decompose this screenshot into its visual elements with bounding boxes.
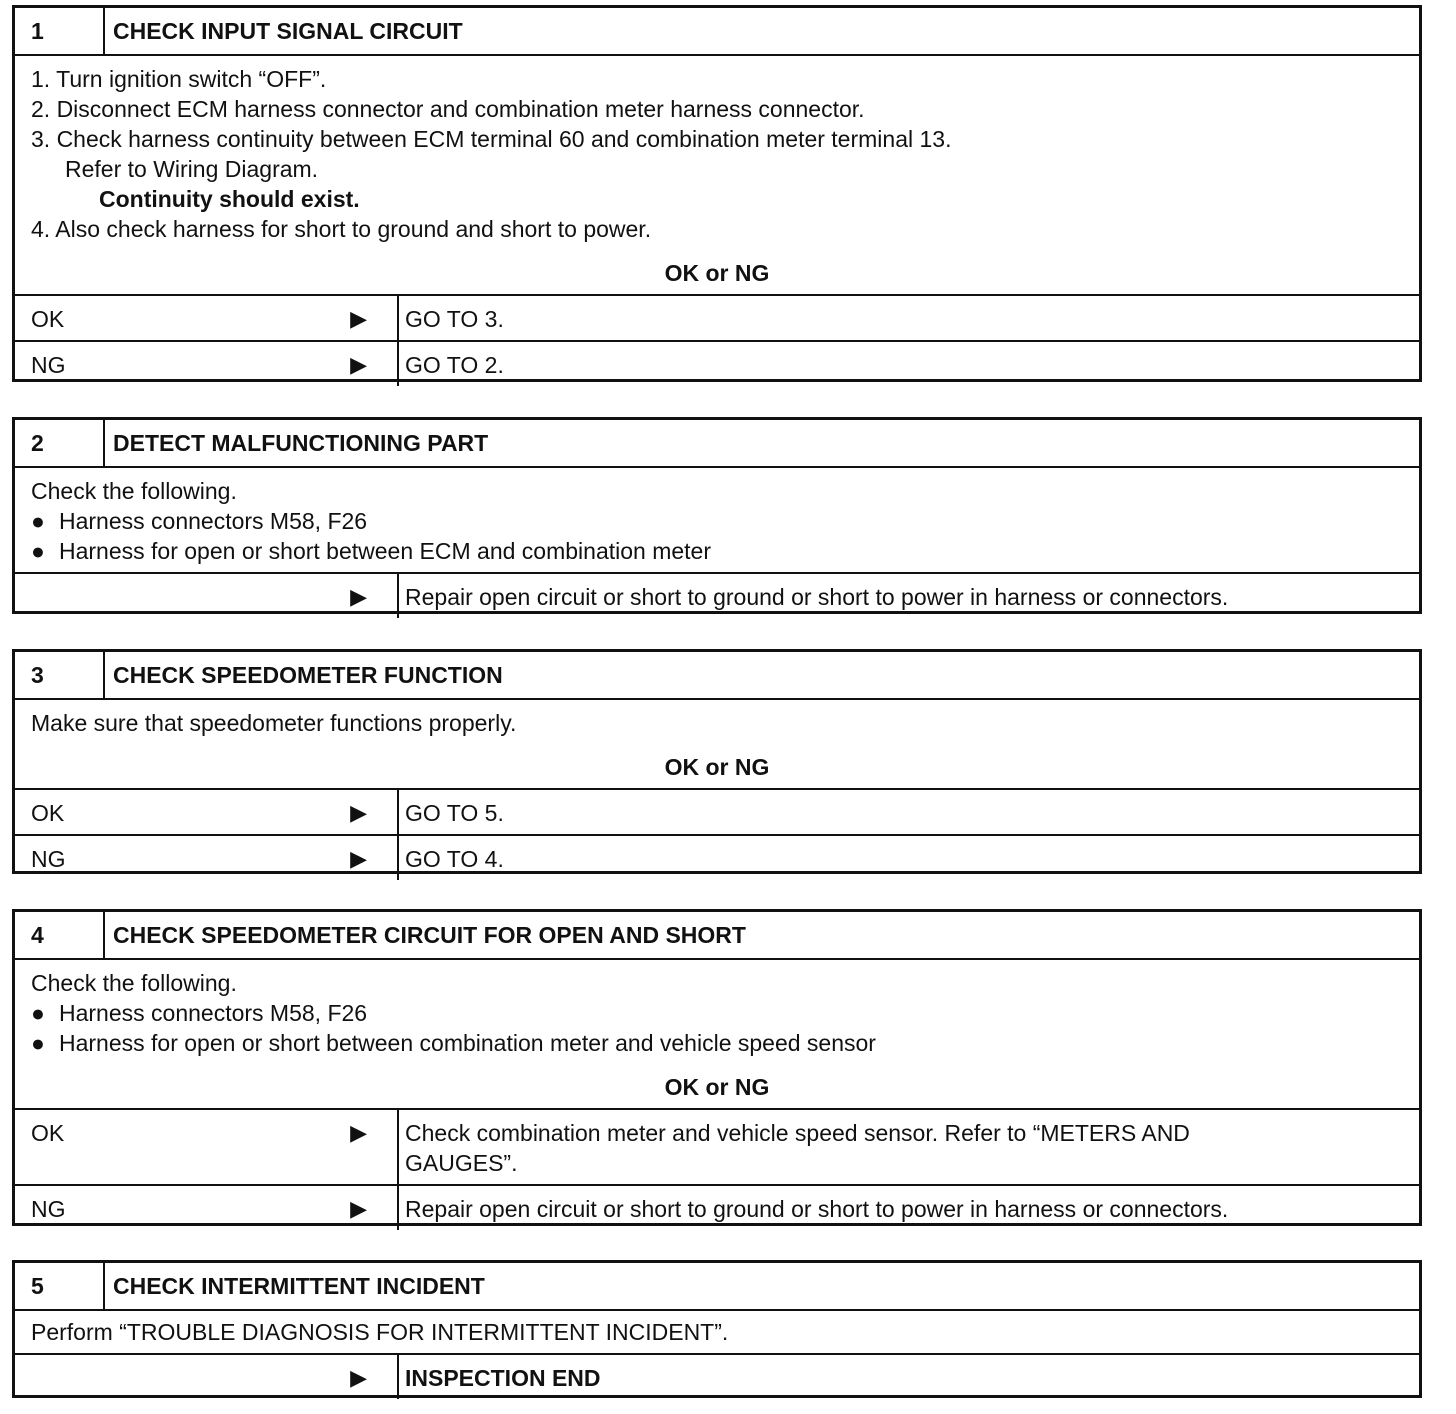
result-label-cell	[15, 342, 399, 386]
result-row-ng	[15, 1184, 1419, 1230]
result-label: OK	[31, 800, 65, 826]
step-body	[15, 56, 1419, 248]
result-row	[15, 572, 1419, 618]
instruction-line: 1. Turn ignition switch “OFF”.	[31, 66, 327, 92]
result-label-cell	[15, 296, 399, 340]
step-title: CHECK SPEEDOMETER FUNCTION	[113, 661, 503, 688]
result-label: NG	[31, 352, 66, 378]
step-header	[15, 912, 1419, 960]
result-action: INSPECTION END	[405, 1365, 601, 1391]
bullet-icon: ●	[31, 1030, 45, 1056]
instruction-line: 3. Check harness continuity between ECM terminal 60 and combination meter terminal 13.	[31, 126, 952, 152]
step-5	[12, 1260, 1422, 1398]
result-label: NG	[31, 846, 66, 872]
result-action: GO TO 4.	[405, 846, 504, 872]
result-label-cell	[15, 836, 399, 880]
result-label-cell	[15, 790, 399, 834]
step-header	[15, 8, 1419, 56]
step-body	[15, 700, 1419, 742]
bullet-text: Harness for open or short between combination meter and vehicle speed sensor	[59, 1030, 876, 1056]
arrow-right-icon: ▶	[350, 352, 367, 377]
arrow-right-icon: ▶	[350, 306, 367, 331]
instruction-line: Refer to Wiring Diagram.	[65, 156, 319, 182]
result-row	[15, 1353, 1419, 1399]
arrow-right-icon: ▶	[350, 800, 367, 825]
bullet-item	[31, 506, 1403, 536]
step-4	[12, 909, 1422, 1226]
arrow-right-icon: ▶	[350, 1365, 367, 1390]
ok-or-ng-label: OK or NG	[664, 754, 770, 780]
instruction-line: 2. Disconnect ECM harness connector and combination meter harness connector.	[31, 96, 865, 122]
bullet-text: Harness connectors M58, F26	[59, 508, 368, 534]
step-number: 1	[15, 8, 105, 54]
step-header	[15, 420, 1419, 468]
step-number: 3	[15, 652, 105, 698]
arrow-right-icon: ▶	[350, 1196, 367, 1221]
arrow-right-icon: ▶	[350, 584, 367, 609]
result-action: Repair open circuit or short to ground or short to power in harness or connectors.	[405, 584, 1229, 610]
step-2	[12, 417, 1422, 614]
step-number: 2	[15, 420, 105, 466]
instruction-line: Check the following.	[31, 478, 237, 504]
result-row-ok	[15, 1108, 1419, 1184]
result-label-cell	[15, 1186, 399, 1230]
step-3	[12, 649, 1422, 874]
result-label: NG	[31, 1196, 66, 1222]
result-action: Repair open circuit or short to ground or short to power in harness or connectors.	[405, 1196, 1229, 1222]
result-label: OK	[31, 306, 65, 332]
bullet-icon: ●	[31, 508, 45, 534]
bullet-icon: ●	[31, 1000, 45, 1026]
result-row-ng	[15, 340, 1419, 386]
arrow-right-icon: ▶	[350, 846, 367, 871]
instruction-line: Perform “TROUBLE DIAGNOSIS FOR INTERMITTENT INCIDENT”.	[31, 1319, 729, 1345]
result-action: GO TO 3.	[405, 306, 504, 332]
bullet-item	[31, 536, 1403, 566]
step-number: 5	[15, 1263, 105, 1309]
ok-or-ng-label: OK or NG	[664, 260, 770, 286]
result-action: Check combination meter and vehicle speed sensor. Refer to “METERS AND GAUGES”.	[405, 1120, 1190, 1176]
step-title: DETECT MALFUNCTIONING PART	[113, 429, 489, 456]
step-1	[12, 5, 1422, 382]
bullet-text: Harness for open or short between ECM and combination meter	[59, 538, 711, 564]
step-header	[15, 1263, 1419, 1311]
arrow-right-icon: ▶	[350, 1120, 367, 1145]
instruction-line: 4. Also check harness for short to ground and short to power.	[31, 216, 652, 242]
step-body	[15, 960, 1419, 1062]
result-label-cell	[15, 1110, 399, 1184]
step-title: CHECK SPEEDOMETER CIRCUIT FOR OPEN AND SHORT	[113, 921, 746, 948]
result-row-ok	[15, 788, 1419, 834]
bullet-icon: ●	[31, 538, 45, 564]
bullet-item	[31, 1028, 1403, 1058]
step-number: 4	[15, 912, 105, 958]
result-action: GO TO 2.	[405, 352, 504, 378]
ok-or-ng-label: OK or NG	[664, 1074, 770, 1100]
result-row-ng	[15, 834, 1419, 880]
result-row-ok	[15, 294, 1419, 340]
emphasis-line: Continuity should exist.	[99, 186, 360, 212]
result-label-cell	[15, 1355, 399, 1399]
bullet-item	[31, 998, 1403, 1028]
instruction-line: Check the following.	[31, 970, 237, 996]
step-header	[15, 652, 1419, 700]
step-title: CHECK INPUT SIGNAL CIRCUIT	[113, 17, 463, 44]
step-body	[15, 1311, 1419, 1353]
result-action: GO TO 5.	[405, 800, 504, 826]
result-label: OK	[31, 1120, 65, 1146]
step-body	[15, 468, 1419, 572]
step-title: CHECK INTERMITTENT INCIDENT	[113, 1272, 485, 1299]
instruction-line: Make sure that speedometer functions properly.	[31, 710, 517, 736]
bullet-text: Harness connectors M58, F26	[59, 1000, 368, 1026]
result-label-cell	[15, 574, 399, 618]
